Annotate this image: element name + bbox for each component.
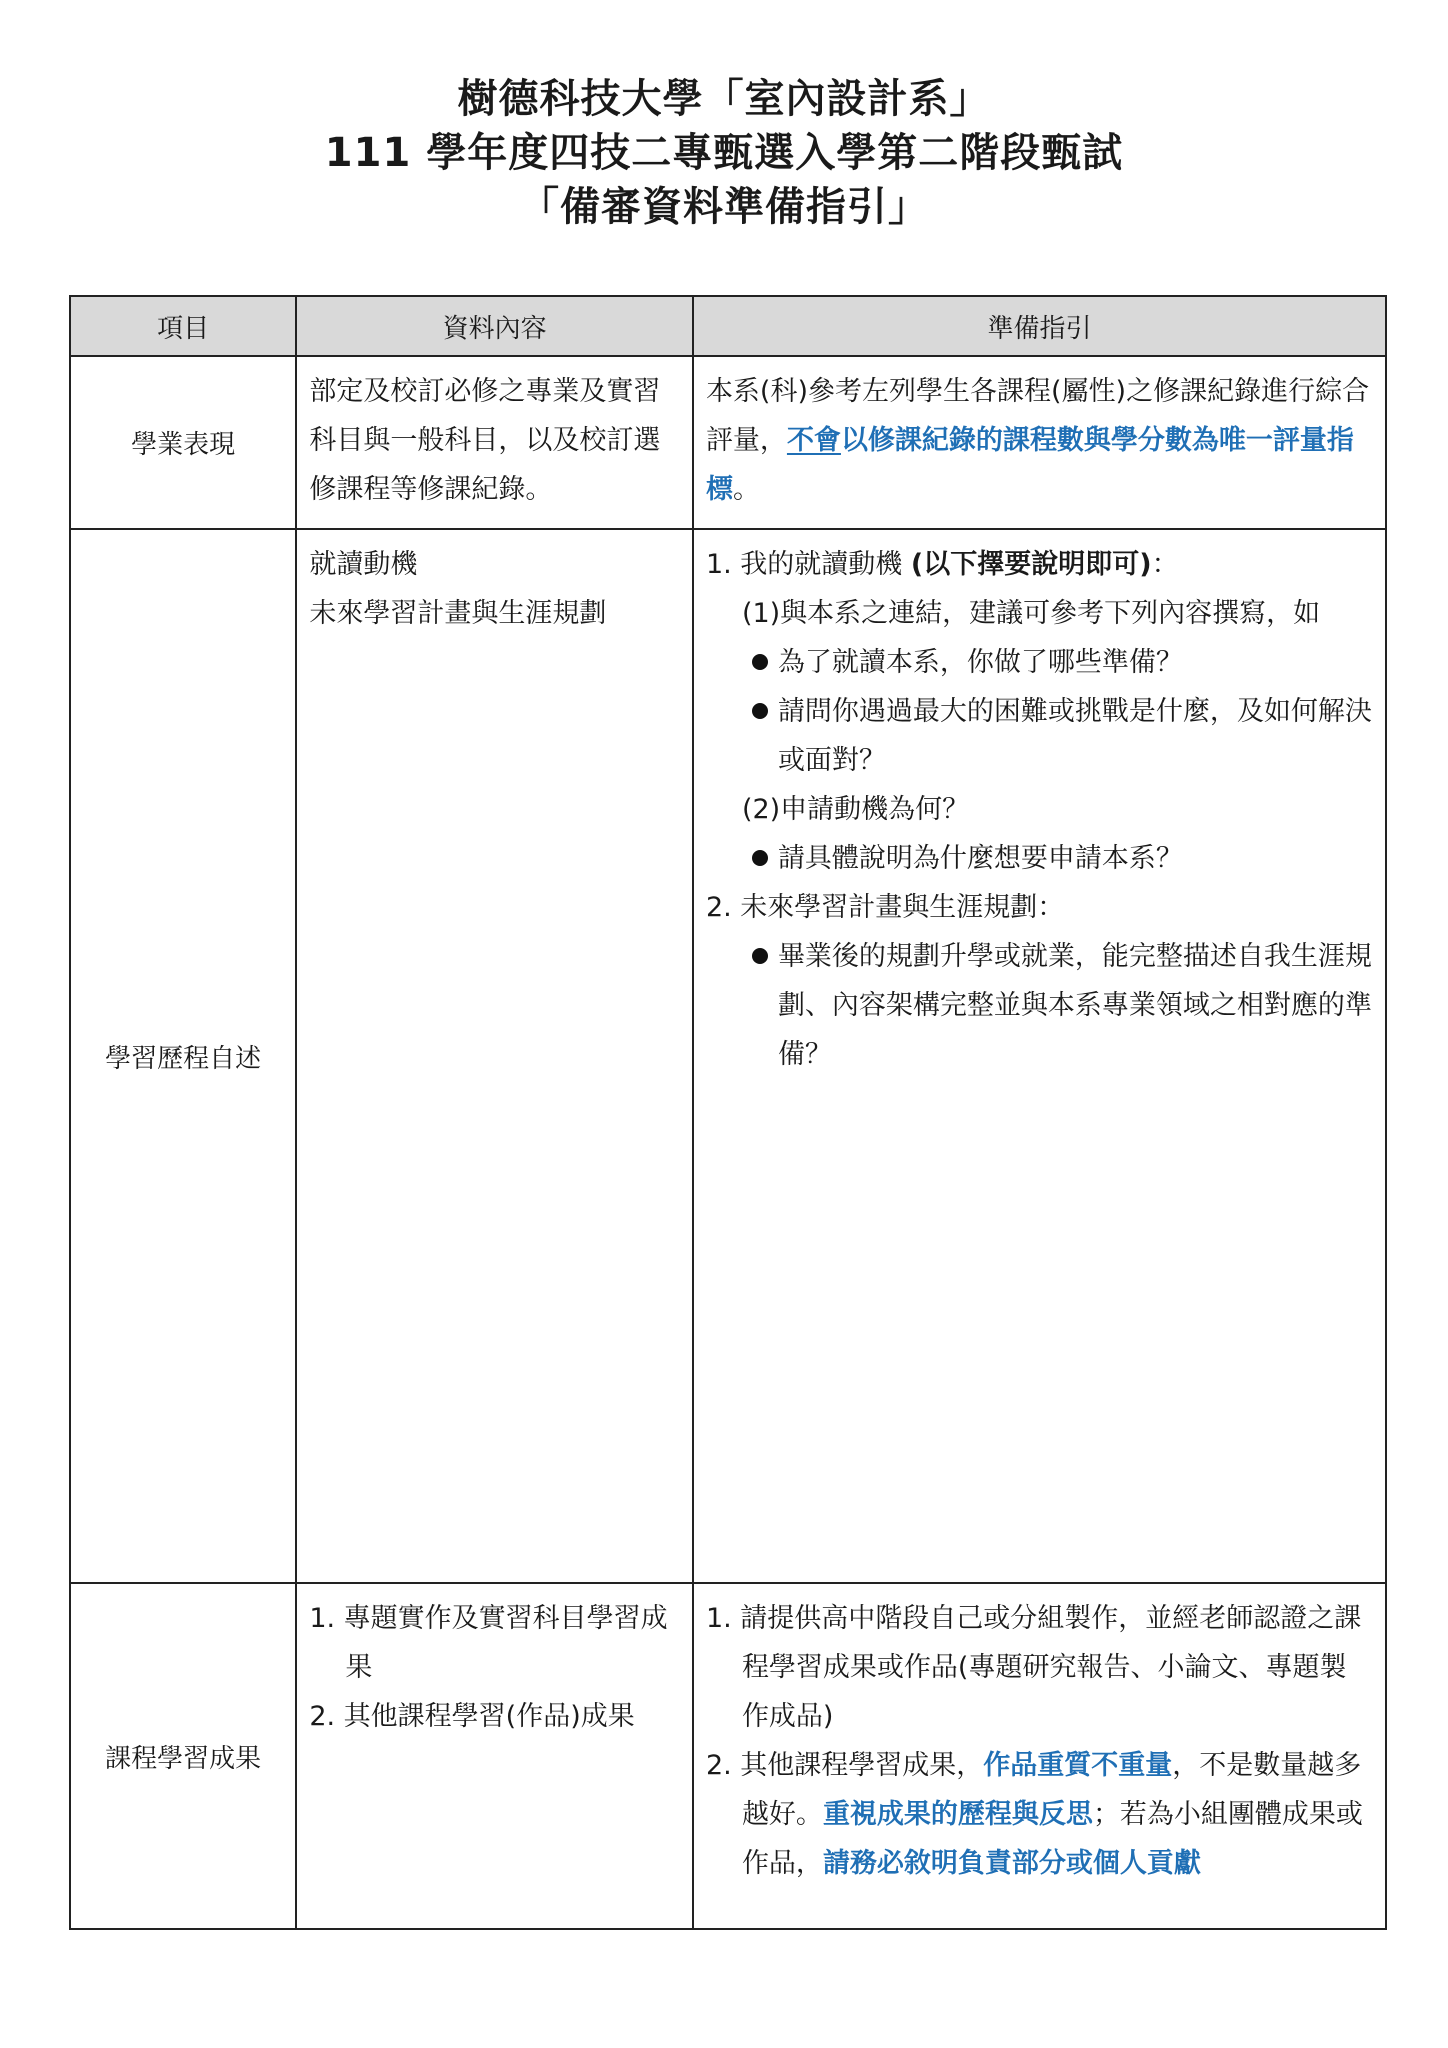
guide-emphasis: 請務必敘明負責部分或個人貢獻 bbox=[822, 1848, 1201, 1879]
guide-bullet: 請問你遇過最大的困難或挑戰是什麼，及如何解決或面對？ bbox=[706, 687, 1373, 785]
guide-table bbox=[69, 295, 1387, 1930]
header-content: 資料內容 bbox=[296, 296, 693, 356]
title-line-2: 111 學年度四技二專甄選入學第二階段甄試 bbox=[324, 130, 1124, 176]
row-item-academic: 學業表現 bbox=[70, 356, 296, 529]
table-row bbox=[70, 356, 1386, 529]
guide-bullet: 畢業後的規劃升學或就業，能完整描述自我生涯規劃、內容架構完整並與本系專業領域之相對應的準備？ bbox=[706, 932, 1373, 1079]
guide-heading: 2. 未來學習計畫與生涯規劃： bbox=[705, 892, 1065, 923]
guide-text-plain: 2. 其他課程學習成果， bbox=[705, 1750, 984, 1781]
guide-text-plain: ，不是數量越多越好。 bbox=[741, 1750, 1362, 1830]
guide-text-plain: ；若為小組團體成果或作品， bbox=[741, 1799, 1363, 1879]
table-row bbox=[70, 1583, 1386, 1929]
guide-emphasis: 作品重質不重量 bbox=[983, 1750, 1173, 1781]
row-content-course-results bbox=[296, 1583, 693, 1929]
guide-emphasis: 以修課紀錄的課程數與學分數為唯一評量指標 bbox=[705, 425, 1354, 505]
title-line-1: 樹德科技大學「室內設計系」 bbox=[457, 76, 991, 122]
row-guide-course-results bbox=[693, 1583, 1386, 1929]
title-line-3: 「備審資料準備指引」 bbox=[519, 184, 929, 230]
row-guide-learning-history bbox=[693, 529, 1386, 1583]
guide-subitem: (1)與本系之連結，建議可參考下列內容撰寫，如 bbox=[741, 598, 1321, 629]
row-item-learning-history: 學習歷程自述 bbox=[70, 529, 296, 1583]
guide-bullet: 為了就讀本系，你做了哪些準備？ bbox=[706, 638, 1373, 687]
guide-bullet: 請具體說明為什麼想要申請本系？ bbox=[706, 834, 1373, 883]
guide-item bbox=[706, 1741, 1373, 1888]
guide-text-plain: 本系(科)參考左列學生各課程(屬性)之修課紀錄進行綜合評量， bbox=[705, 376, 1370, 456]
document-title bbox=[0, 72, 1448, 234]
content-line: 1. 專題實作及實習科目學習成果 bbox=[309, 1603, 668, 1683]
row-content-learning-history bbox=[296, 529, 693, 1583]
guide-item: 1. 請提供高中階段自己或分組製作，並經老師認證之課程學習成果或作品(專題研究報告、小論文、專題製作成品) bbox=[705, 1603, 1362, 1732]
guide-heading bbox=[706, 540, 1373, 589]
guide-list bbox=[694, 530, 1385, 1093]
content-line: 2. 其他課程學習(作品)成果 bbox=[309, 1701, 635, 1732]
guide-heading-text: 1. 我的就讀動機 bbox=[705, 549, 911, 580]
guide-emphasis-underline: 不會 bbox=[786, 425, 841, 456]
content-list bbox=[297, 1584, 692, 1755]
guide-subitem: (2)申請動機為何？ bbox=[741, 794, 970, 825]
header-guide: 準備指引 bbox=[693, 296, 1386, 356]
guide-list bbox=[694, 1584, 1385, 1902]
guide-heading-bold: (以下擇要說明即可) bbox=[910, 549, 1152, 580]
content-line: 就讀動機 bbox=[309, 549, 418, 580]
content-line: 未來學習計畫與生涯規劃 bbox=[309, 598, 607, 629]
guide-heading-end: ： bbox=[1151, 549, 1179, 580]
guide-emphasis: 重視成果的歷程與反思 bbox=[822, 1799, 1093, 1830]
table-row bbox=[70, 529, 1386, 1583]
guide-text-end: 。 bbox=[732, 474, 760, 505]
row-guide-academic bbox=[693, 356, 1386, 529]
table-header-row bbox=[70, 296, 1386, 356]
header-item: 項目 bbox=[70, 296, 296, 356]
content-text: 部定及校訂必修之專業及實習科目與一般科目，以及校訂選修課程等修課紀錄。 bbox=[309, 376, 661, 505]
row-item-course-results: 課程學習成果 bbox=[70, 1583, 296, 1929]
guide-text bbox=[694, 357, 1385, 528]
row-content-academic bbox=[296, 356, 693, 529]
content-list bbox=[297, 530, 692, 652]
